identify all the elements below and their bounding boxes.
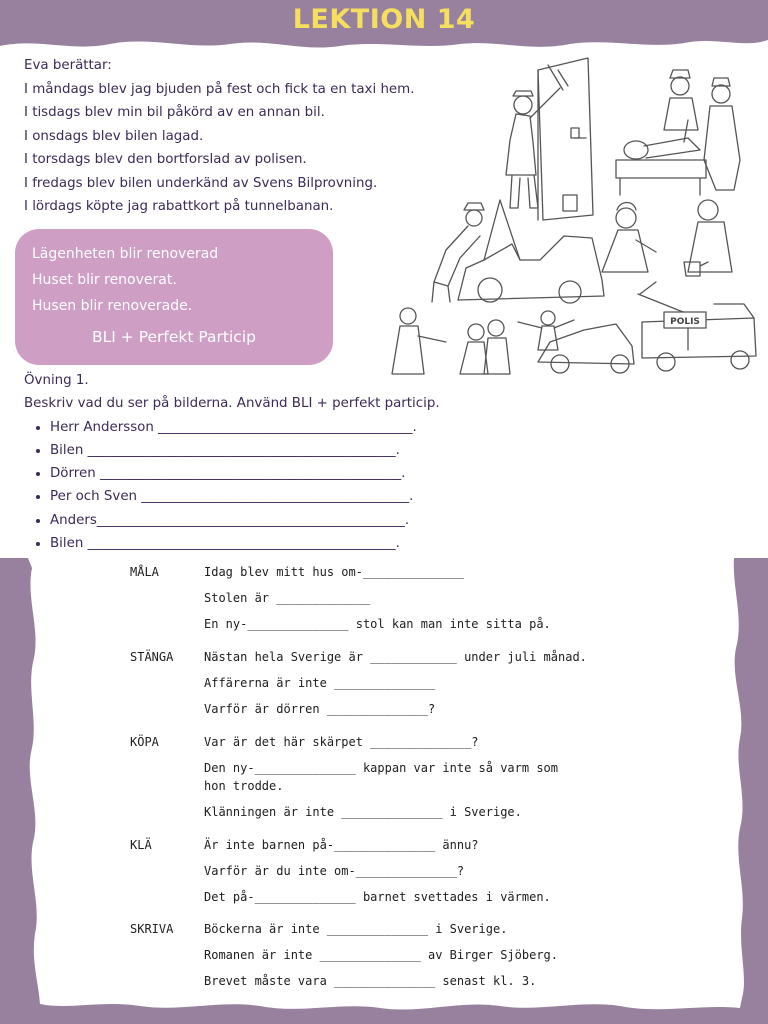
page-title: LEKTION 14 (292, 4, 476, 35)
grammar-example: Huset blir renoverat. (32, 272, 177, 288)
drill-sentence: Är inte barnen på-______________ ännu? (204, 838, 479, 852)
drill-verb: KÖPA (130, 735, 159, 749)
police-sign-text: POLIS (670, 317, 700, 327)
scene-illustration (388, 50, 760, 380)
story-intro: Eva berättar: (24, 58, 112, 73)
people-group-illustration (392, 308, 510, 374)
drill-sentence: Romanen är inte ______________ av Birger Sjöberg. (204, 948, 559, 962)
exercise-instruction: Beskriv vad du ser på bilderna. Använd BLI + perfekt particip. (24, 396, 440, 412)
story-block (24, 54, 414, 219)
drill-sentence: hon trodde. (204, 779, 284, 793)
drill-sentence: Brevet måste vara ______________ senast kl. 3. (204, 974, 537, 988)
grammar-example: Lägenheten blir renoverad (32, 246, 219, 262)
drill-sentence: Böckerna är inte ______________ i Sverige. (204, 922, 508, 936)
drill-sentence: Det på-______________ barnet svettades i värmen. (204, 890, 551, 904)
grammar-example: Husen blir renoverade. (32, 298, 193, 314)
exercise-item: • Herr Andersson ______________________________________. (50, 416, 440, 439)
drill-sentence: Idag blev mitt hus om-______________ (204, 565, 465, 579)
couple-illustration (602, 200, 732, 276)
drill-sentence: En ny-______________ stol kan man inte sitta på. (204, 617, 551, 631)
drill-sentence: Varför är dörren ______________? (204, 702, 436, 716)
mechanic-illustration (432, 200, 604, 303)
grammar-rule: BLI + Perfekt Particip (92, 328, 256, 346)
exercise-list (24, 416, 440, 556)
drill-verb: MÅLA (130, 565, 159, 579)
story-line: I måndags blev jag bjuden på fest och fick ta en taxi hem. (24, 81, 415, 97)
exercise-item: • Bilen ______________________________________________. (50, 532, 440, 555)
drill-verb: KLÄ (130, 838, 152, 852)
story-line: I lördags köpte jag rabattkort på tunnelbanan. (24, 199, 334, 214)
tow-truck-illustration (518, 282, 756, 373)
drill-sentence: Klänningen är inte ______________ i Sverige. (204, 805, 522, 819)
drill-sentence: Den ny-______________ kappan var inte så varm som (204, 761, 559, 775)
exercise-item: • Dörren _____________________________________________. (50, 462, 440, 485)
drill-sentence: Var är det här skärpet ______________? (204, 735, 479, 749)
exercise-item: • Bilen ______________________________________________. (50, 439, 440, 462)
story-line: I torsdags blev den bortforslad av polisen. (24, 152, 307, 167)
exercise-block (24, 369, 440, 555)
drill-verb: SKRIVA (130, 922, 174, 936)
story-line: I fredags blev bilen underkänd av Svens Bilprovning. (24, 175, 378, 191)
exercise-item: • Per och Sven ________________________________________. (50, 485, 440, 508)
painter-illustration (506, 58, 593, 220)
drill-verb: STÄNGA (130, 650, 174, 664)
surgeons-illustration (616, 70, 740, 195)
drill-sentence: Varför är du inte om-______________? (204, 864, 465, 878)
drill-sentence: Stolen är _____________ (204, 591, 371, 605)
grammar-box (15, 229, 333, 365)
story-line: I tisdags blev min bil påkörd av en annan bil. (24, 105, 325, 120)
exercise-item: • Anders______________________________________________. (50, 509, 440, 532)
bottom-worksheet (0, 558, 768, 1024)
drill-sentence: Affärerna är inte ______________ (204, 676, 436, 690)
drill-sentence: Nästan hela Sverige är ____________ under juli månad. (204, 650, 587, 664)
exercise-title: Övning 1. (24, 373, 89, 388)
story-line: I onsdags blev bilen lagad. (24, 128, 204, 144)
